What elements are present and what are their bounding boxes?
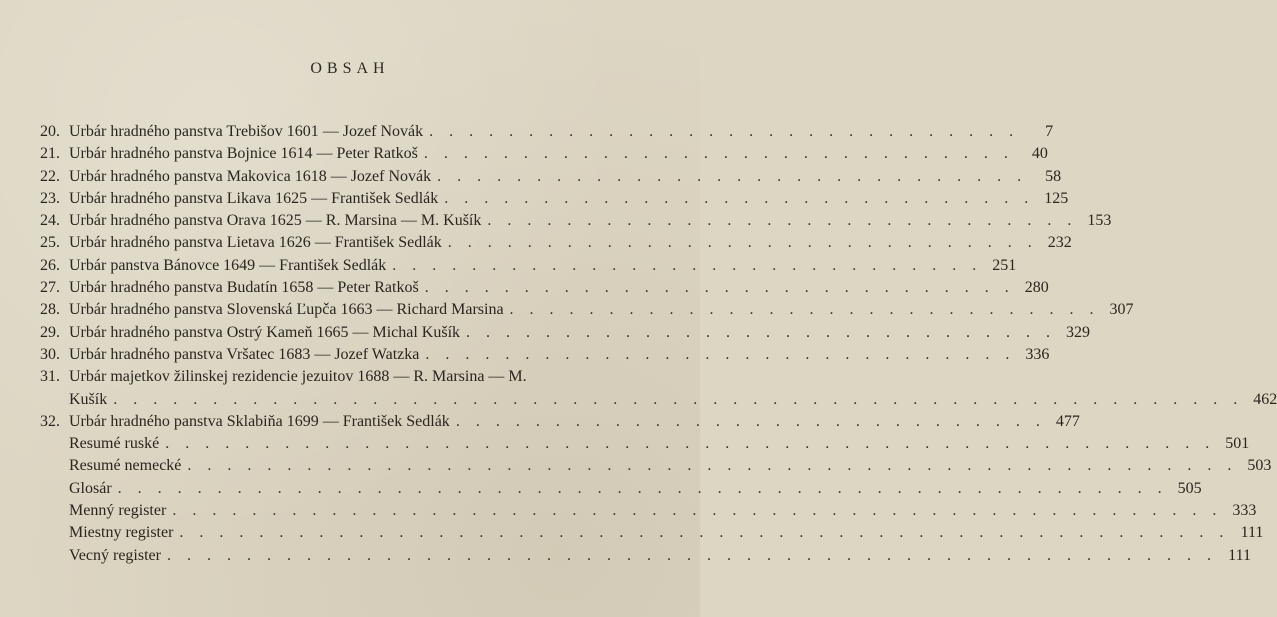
entry-number: 29.	[40, 323, 60, 341]
entry-title: Urbár panstva Bánovce 1649 — František Sedlák	[69, 256, 387, 274]
toc-entry	[40, 143, 1048, 165]
entry-page: 505	[1177, 479, 1202, 497]
table-of-contents	[40, 121, 1277, 567]
entry-title: Urbár hradného panstva Makovica 1618 — Jozef Novák	[69, 167, 432, 185]
entry-title: Miestny register	[69, 524, 174, 542]
entry-number: 25.	[40, 234, 60, 252]
entry-number: 23.	[40, 189, 60, 207]
leader-dots: . . . . . . . . . . . . . . . . . . . . . . . . . . . . . . . . . . . . . . . . . . . . . . . . . . . . .	[166, 546, 1217, 564]
toc-entry	[40, 366, 1277, 411]
entry-number: 26.	[40, 256, 60, 274]
toc-appendix-entry	[40, 478, 1202, 500]
toc-entry	[40, 322, 1091, 344]
leader-dots: . . . . . . . . . . . . . . . . . . . . . . . . . . . . . .	[392, 256, 983, 274]
entry-number: 31.	[40, 368, 60, 386]
leader-dots: . . . . . . . . . . . . . . . . . . . . . . . . . . . . . .	[487, 212, 1078, 230]
leader-dots: . . . . . . . . . . . . . . . . . . . . . . . . . . . . . .	[447, 234, 1038, 252]
leader-dots: . . . . . . . . . . . . . . . . . . . . . . . . . . . . . .	[466, 323, 1057, 341]
toc-appendix-entry	[40, 500, 1257, 522]
toc-entry	[40, 121, 1054, 143]
entry-title: Urbár hradného panstva Trebišov 1601 — Jozef Novák	[69, 123, 424, 140]
toc-appendix-entry	[40, 433, 1250, 455]
entry-page: 333	[1232, 502, 1257, 520]
leader-dots: . . . . . . . . . . . . . . . . . . . . . . . . . . . . . . . . . . . . . . . . . . . . . . . . . . . . .	[117, 479, 1168, 497]
entry-page: 329	[1066, 323, 1091, 341]
entry-title: Urbár hradného panstva Vršatec 1683 — Jozef Watzka	[69, 345, 420, 363]
toc-entry	[40, 277, 1049, 299]
leader-dots: . . . . . . . . . . . . . . . . . . . . . . . . . . . . . .	[437, 167, 1028, 185]
entry-page: 477	[1055, 412, 1080, 430]
entry-title: Urbár hradného panstva Likava 1625 — František Sedlák	[69, 189, 439, 207]
entry-title: Glosár	[69, 479, 112, 497]
toc-appendix-entry	[40, 522, 1264, 544]
entry-title: Urbár hradného panstva Lietava 1626 — František Sedlák	[69, 234, 442, 252]
entry-page: 232	[1047, 234, 1072, 252]
leader-dots: . . . . . . . . . . . . . . . . . . . . . . . . . . . . . .	[429, 123, 1020, 140]
entry-page: 111	[1228, 546, 1251, 564]
toc-entry	[40, 344, 1050, 366]
entry-number: 28.	[40, 301, 60, 319]
entry-number: 30.	[40, 345, 60, 363]
entry-title: Urbár hradného panstva Orava 1625 — R. Marsina — M. Kušík	[69, 212, 482, 230]
entry-number: 20.	[40, 123, 60, 140]
entry-title: Urbár hradného panstva Slovenská Ľupča 1663 — Richard Marsina	[69, 301, 504, 319]
entry-title: Menný register	[69, 502, 167, 520]
page-title: OBSAH	[310, 60, 390, 77]
entry-title: Urbár hradného panstva Budatín 1658 — Peter Ratkoš	[69, 279, 419, 297]
leader-dots: . . . . . . . . . . . . . . . . . . . . . . . . . . . . . .	[425, 345, 1016, 363]
entry-page: 111	[1240, 524, 1264, 542]
entry-title: Resumé ruské	[69, 435, 160, 453]
entry-title: Resumé nemecké	[69, 457, 182, 475]
toc-entry	[40, 232, 1072, 254]
entry-title: Vecný register	[69, 546, 161, 564]
leader-dots: . . . . . . . . . . . . . . . . . . . . . . . . . . . . . . . . . . . . . . . . . . . . . . . . . . . . .	[172, 502, 1223, 520]
entry-page: 336	[1025, 345, 1050, 363]
toc-entry	[40, 411, 1080, 433]
entry-page: 462	[1253, 390, 1277, 408]
entry-title-continuation: Kušík	[69, 390, 108, 408]
toc-entry	[40, 255, 1017, 277]
entry-page: 307	[1109, 301, 1134, 319]
entry-number: 27.	[40, 279, 60, 297]
entry-page: 125	[1044, 189, 1069, 207]
entry-page: 501	[1225, 435, 1250, 453]
entry-page: 40	[1031, 145, 1048, 163]
toc-entry	[40, 210, 1112, 232]
entry-number: 22.	[40, 167, 60, 185]
entry-title: Urbár majetkov žilinskej rezidencie jezuitov 1688 — R. Marsina — M.	[69, 368, 527, 386]
entry-page: 58	[1045, 167, 1062, 185]
entry-number: 21.	[40, 145, 60, 163]
leader-dots: . . . . . . . . . . . . . . . . . . . . . . . . . . . . . .	[444, 189, 1035, 207]
leader-dots: . . . . . . . . . . . . . . . . . . . . . . . . . . . . . . . . . . . . . . . . . . . . . . . . . . . . .	[165, 435, 1216, 453]
toc-entry	[40, 299, 1134, 321]
leader-dots: . . . . . . . . . . . . . . . . . . . . . . . . . . . . . . . . . . . . . . . . . . . . . . . . . . . . . . . . .	[113, 390, 1244, 408]
entry-title: Urbár hradného panstva Ostrý Kameň 1665 — Michal Kušík	[69, 323, 461, 341]
entry-page: 251	[992, 256, 1017, 274]
toc-appendix-entry	[40, 455, 1272, 477]
leader-dots: . . . . . . . . . . . . . . . . . . . . . . . . . . . . . .	[424, 279, 1015, 297]
entry-title: Urbár hradného panstva Sklabiňa 1699 — František Sedlák	[69, 412, 450, 430]
entry-number: 24.	[40, 212, 60, 230]
entry-page: 153	[1087, 212, 1112, 230]
leader-dots: . . . . . . . . . . . . . . . . . . . . . . . . . . . . . . . . . . . . . . . . . . . . . . . . . . . . .	[179, 524, 1230, 542]
entry-page: 7	[1045, 123, 1054, 140]
entry-number: 32.	[40, 412, 60, 430]
entry-page: 503	[1247, 457, 1272, 475]
leader-dots: . . . . . . . . . . . . . . . . . . . . . . . . . . . . . . . . . . . . . . . . . . . . . . . . . . . . .	[187, 457, 1238, 475]
toc-appendix-entry	[40, 545, 1251, 567]
leader-dots: . . . . . . . . . . . . . . . . . . . . . . . . . . . . . .	[423, 145, 1014, 163]
toc-entry	[40, 166, 1062, 188]
leader-dots: . . . . . . . . . . . . . . . . . . . . . . . . . . . . . .	[509, 301, 1100, 319]
entry-title: Urbár hradného panstva Bojnice 1614 — Peter Ratkoš	[69, 145, 418, 163]
leader-dots: . . . . . . . . . . . . . . . . . . . . . . . . . . . . . .	[455, 412, 1046, 430]
entry-page: 280	[1024, 279, 1049, 297]
toc-entry	[40, 188, 1069, 210]
